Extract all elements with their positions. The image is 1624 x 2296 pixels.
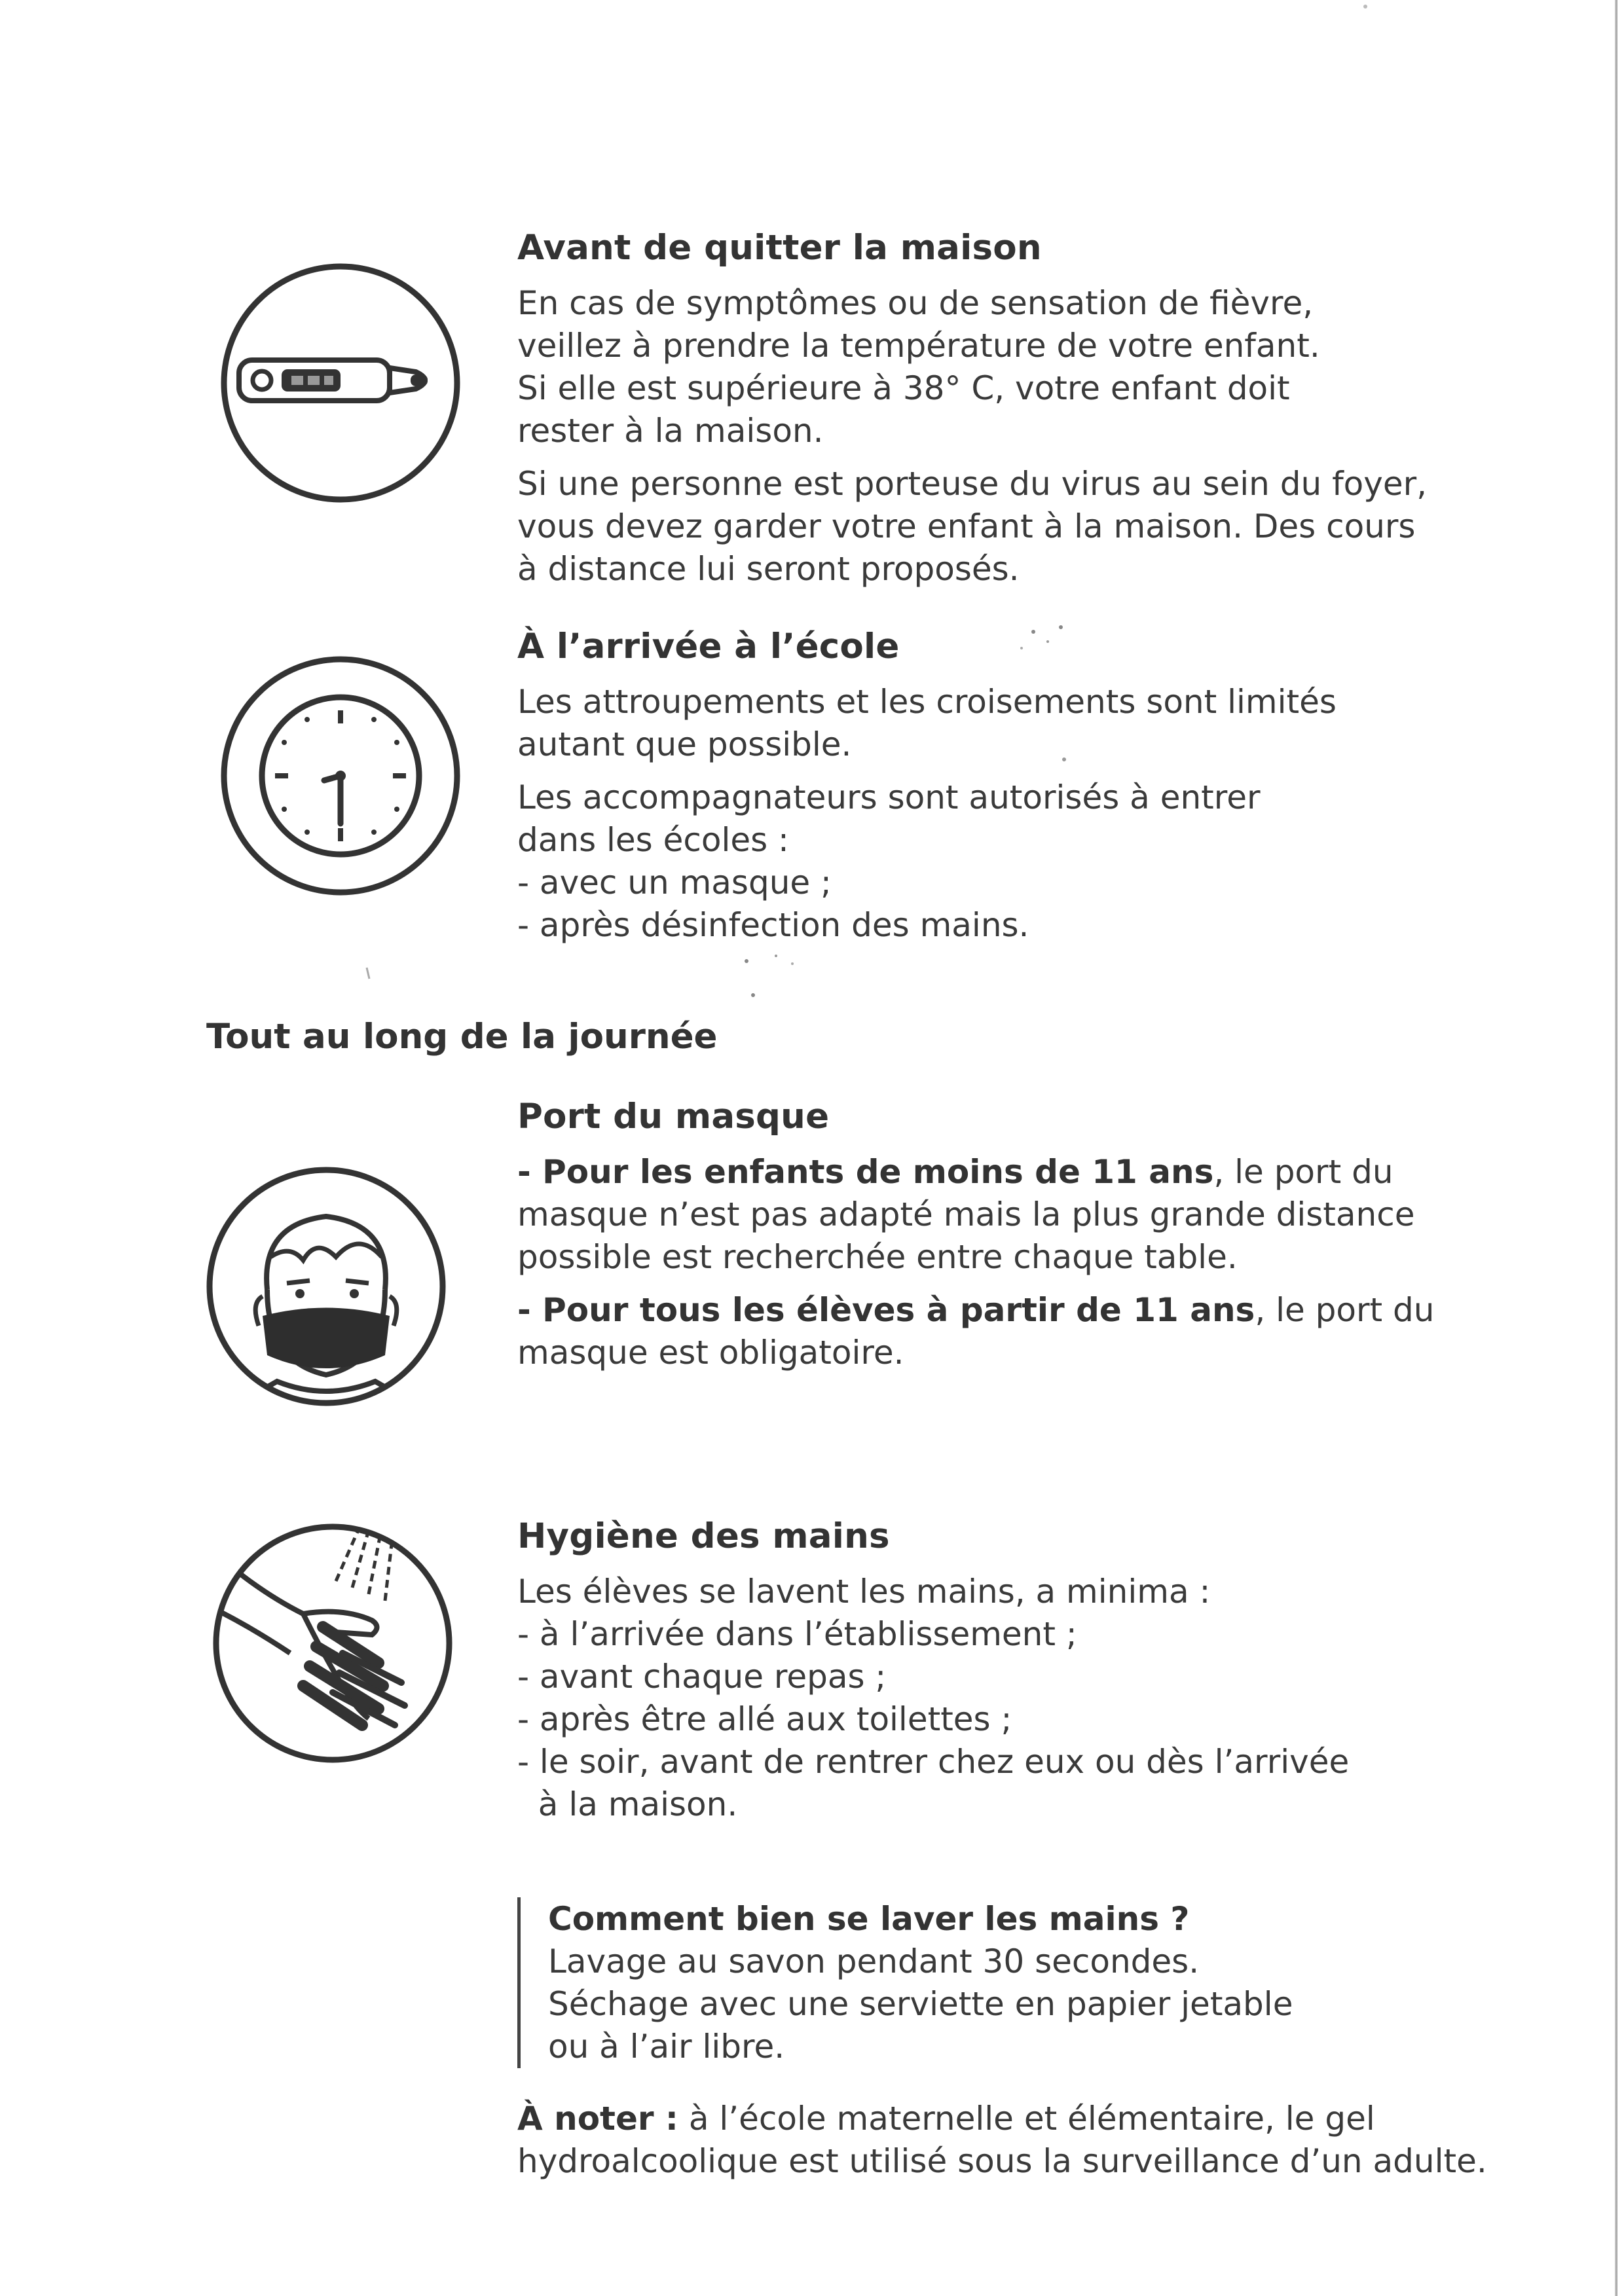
text-line: - après être allé aux toilettes ;: [517, 1700, 1012, 1738]
text-line: à la maison.: [517, 1785, 738, 1823]
text-line: Les élèves se lavent les mains, a minima :: [517, 1573, 1211, 1611]
text-line: masque est obligatoire.: [517, 1334, 904, 1372]
section-mask: [517, 1093, 1539, 1374]
text-line: - le soir, avant de rentrer chez eux ou dès l’arrivée: [517, 1743, 1350, 1781]
masked-child-icon: [205, 1165, 447, 1408]
text-line: Si une personne est porteuse du virus au sein du foyer,: [517, 465, 1428, 503]
text-line: à distance lui seront proposés.: [517, 550, 1020, 588]
text-line: ou à l’air libre.: [548, 2028, 785, 2066]
bold-lead: - Pour tous les élèves à partir de 11 ans: [517, 1291, 1255, 1329]
text-line: Si elle est supérieure à 38° C, votre enfant doit: [517, 369, 1290, 407]
text-line: veillez à prendre la température de votre enfant.: [517, 327, 1320, 365]
text-line: hydroalcoolique est utilisé sous la surveillance d’un adulte.: [517, 2142, 1487, 2180]
text-line: - avec un masque ;: [517, 864, 832, 902]
text-run: , le port du: [1255, 1291, 1435, 1329]
section-title-mask: Port du masque: [517, 1097, 830, 1137]
section-title-arrival: À l’arrivée à l’école: [517, 627, 900, 666]
text-line: Les attroupements et les croisements sont limités: [517, 683, 1337, 721]
text-line: [517, 1151, 1539, 1194]
text-line: Lavage au savon pendant 30 secondes.: [548, 1942, 1200, 1980]
text-line: rester à la maison.: [517, 412, 824, 450]
text-line: Les accompagnateurs sont autorisés à entrer: [517, 778, 1261, 816]
note-label: À noter :: [517, 2100, 678, 2138]
bold-lead: - Pour les enfants de moins de 11 ans: [517, 1153, 1214, 1191]
text-line: autant que possible.: [517, 725, 852, 763]
howto-callout: [517, 1897, 1293, 2068]
text-line: - avant chaque repas ;: [517, 1658, 887, 1696]
text-line: - après désinfection des mains.: [517, 906, 1029, 944]
clock-icon: [219, 655, 462, 897]
section-heading-all-day: Tout au long de la journée: [206, 1017, 718, 1057]
note-paragraph: [517, 2098, 1539, 2183]
section-title-home: Avant de quitter la maison: [517, 228, 1042, 268]
text-line: vous devez garder votre enfant à la maison. Des cours: [517, 507, 1416, 545]
section-title-hands: Hygiène des mains: [517, 1516, 890, 1556]
text-line: dans les écoles :: [517, 821, 789, 859]
text-run: , le port du: [1213, 1153, 1393, 1191]
section-hand-hygiene: [517, 1513, 1539, 1826]
text-line: possible est recherchée entre chaque table.: [517, 1238, 1238, 1276]
text-line: En cas de symptômes ou de sensation de fièvre,: [517, 284, 1314, 322]
text-line: - à l’arrivée dans l’établissement ;: [517, 1615, 1077, 1653]
text-line: [517, 1289, 1539, 1332]
text-line: masque n’est pas adapté mais la plus grande distance: [517, 1195, 1415, 1233]
section-arrival-at-school: [517, 623, 1539, 947]
handwashing-icon: [212, 1522, 454, 1764]
text-line: [517, 2098, 1539, 2140]
thermometer-icon: [219, 262, 462, 504]
text-line: Séchage avec une serviette en papier jetable: [548, 1985, 1293, 2023]
callout-title: Comment bien se laver les mains ?: [548, 1900, 1190, 1938]
section-before-leaving-home: [517, 225, 1539, 591]
scan-page-edge: [1615, 0, 1617, 2296]
text-run: à l’école maternelle et élémentaire, le gel: [678, 2100, 1375, 2138]
